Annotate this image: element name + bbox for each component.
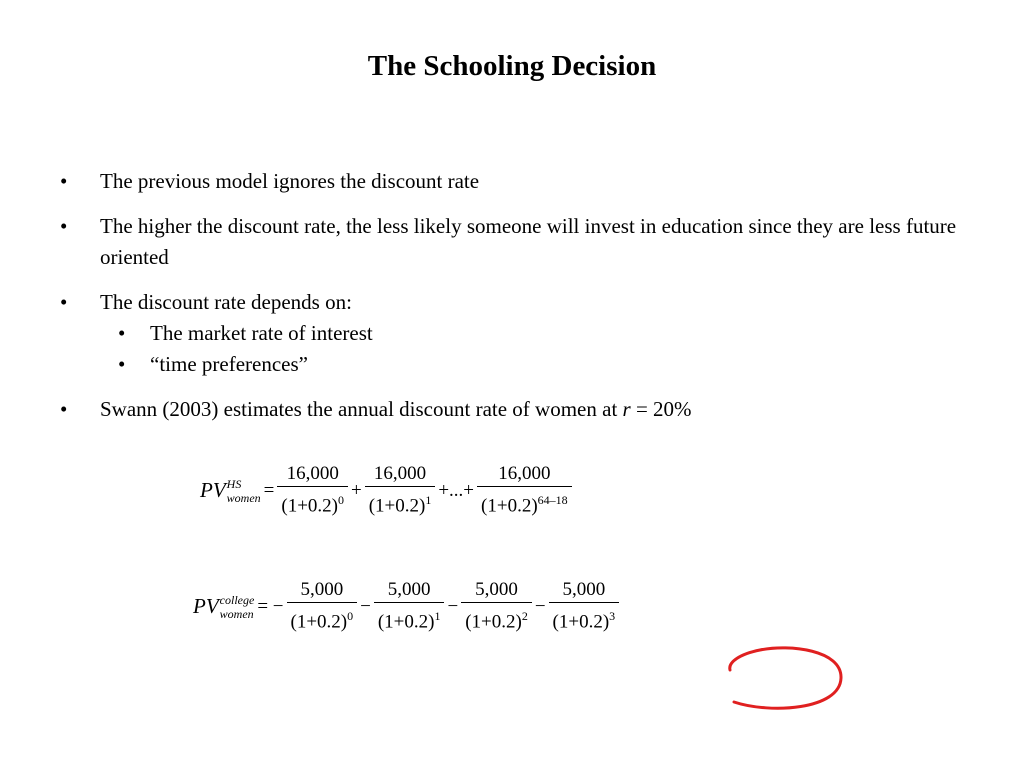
numerator: 5,000 bbox=[374, 578, 445, 603]
fraction-term bbox=[549, 578, 620, 635]
equation-pv-college bbox=[193, 578, 619, 635]
bullet-marker: • bbox=[60, 290, 68, 314]
pv-symbol: PV bbox=[193, 594, 219, 619]
pv-scripts bbox=[227, 477, 261, 505]
bullet-text-tail: = 20% bbox=[630, 397, 692, 421]
bullet-marker: • bbox=[60, 169, 68, 193]
bullet-item bbox=[60, 287, 960, 380]
fraction-term bbox=[287, 578, 358, 635]
minus-sign: − bbox=[360, 595, 371, 617]
numerator: 16,000 bbox=[277, 462, 348, 487]
denominator: $(1+0.2)^1$ bbox=[377, 609, 441, 633]
denominator: $(1+0.2)^2$ bbox=[465, 609, 528, 633]
ellipsis-operator: +...+ bbox=[438, 479, 475, 501]
equation-pv-hs bbox=[200, 462, 572, 519]
pv-scripts bbox=[220, 593, 255, 621]
bullet-text: Swann (2003) estimates the annual discount rate of women at bbox=[100, 397, 623, 421]
numerator: 5,000 bbox=[461, 578, 532, 603]
minus-sign: − bbox=[447, 595, 459, 617]
fraction-term bbox=[365, 462, 436, 519]
pv-subscript: women bbox=[219, 606, 254, 621]
bullet-item bbox=[60, 211, 960, 273]
bullet-marker: • bbox=[60, 397, 68, 421]
pv-symbol: PV bbox=[200, 478, 226, 503]
numerator: 16,000 bbox=[477, 462, 572, 487]
fraction-term bbox=[277, 462, 348, 519]
sub-bullet-text: “time preferences” bbox=[150, 352, 308, 376]
bullet-list bbox=[60, 166, 960, 439]
sub-bullet-list bbox=[100, 318, 960, 380]
denominator: $(1+0.2)^1$ bbox=[368, 493, 432, 517]
equals-sign: = bbox=[263, 479, 275, 501]
pv-superscript: college bbox=[219, 592, 255, 607]
denominator: $(1+0.2)^{64-18}$ bbox=[481, 493, 568, 517]
pv-subscript: women bbox=[226, 490, 261, 505]
fraction-term bbox=[374, 578, 445, 635]
bullet-item bbox=[60, 394, 960, 425]
equals-minus-sign: = − bbox=[257, 595, 284, 617]
annotation-circle-icon bbox=[700, 640, 850, 715]
sub-bullet-item bbox=[100, 318, 960, 349]
bullet-marker: • bbox=[118, 321, 126, 345]
bullet-item bbox=[60, 166, 960, 197]
pv-superscript: HS bbox=[226, 476, 242, 491]
fraction-term bbox=[477, 462, 572, 519]
minus-sign: − bbox=[534, 595, 546, 617]
bullet-text: The discount rate depends on: bbox=[100, 290, 352, 314]
sub-bullet-item bbox=[100, 349, 960, 380]
denominator: $(1+0.2)^0$ bbox=[281, 493, 344, 517]
fraction-term bbox=[461, 578, 532, 635]
bullet-text: The higher the discount rate, the less likely someone will invest in education since they are less future oriented bbox=[100, 214, 957, 269]
numerator: 5,000 bbox=[287, 578, 358, 603]
denominator: $(1+0.2)^0$ bbox=[290, 609, 354, 633]
denominator: $(1+0.2)^3$ bbox=[552, 609, 616, 633]
plus-sign: + bbox=[351, 479, 362, 501]
slide-title: The Schooling Decision bbox=[367, 50, 657, 82]
bullet-text: The previous model ignores the discount rate bbox=[100, 169, 480, 193]
rate-variable: r bbox=[622, 397, 631, 421]
bullet-marker: • bbox=[118, 352, 126, 376]
bullet-marker: • bbox=[60, 214, 68, 238]
numerator: 16,000 bbox=[365, 462, 436, 487]
sub-bullet-text: The market rate of interest bbox=[150, 321, 373, 345]
numerator: 5,000 bbox=[549, 578, 620, 603]
